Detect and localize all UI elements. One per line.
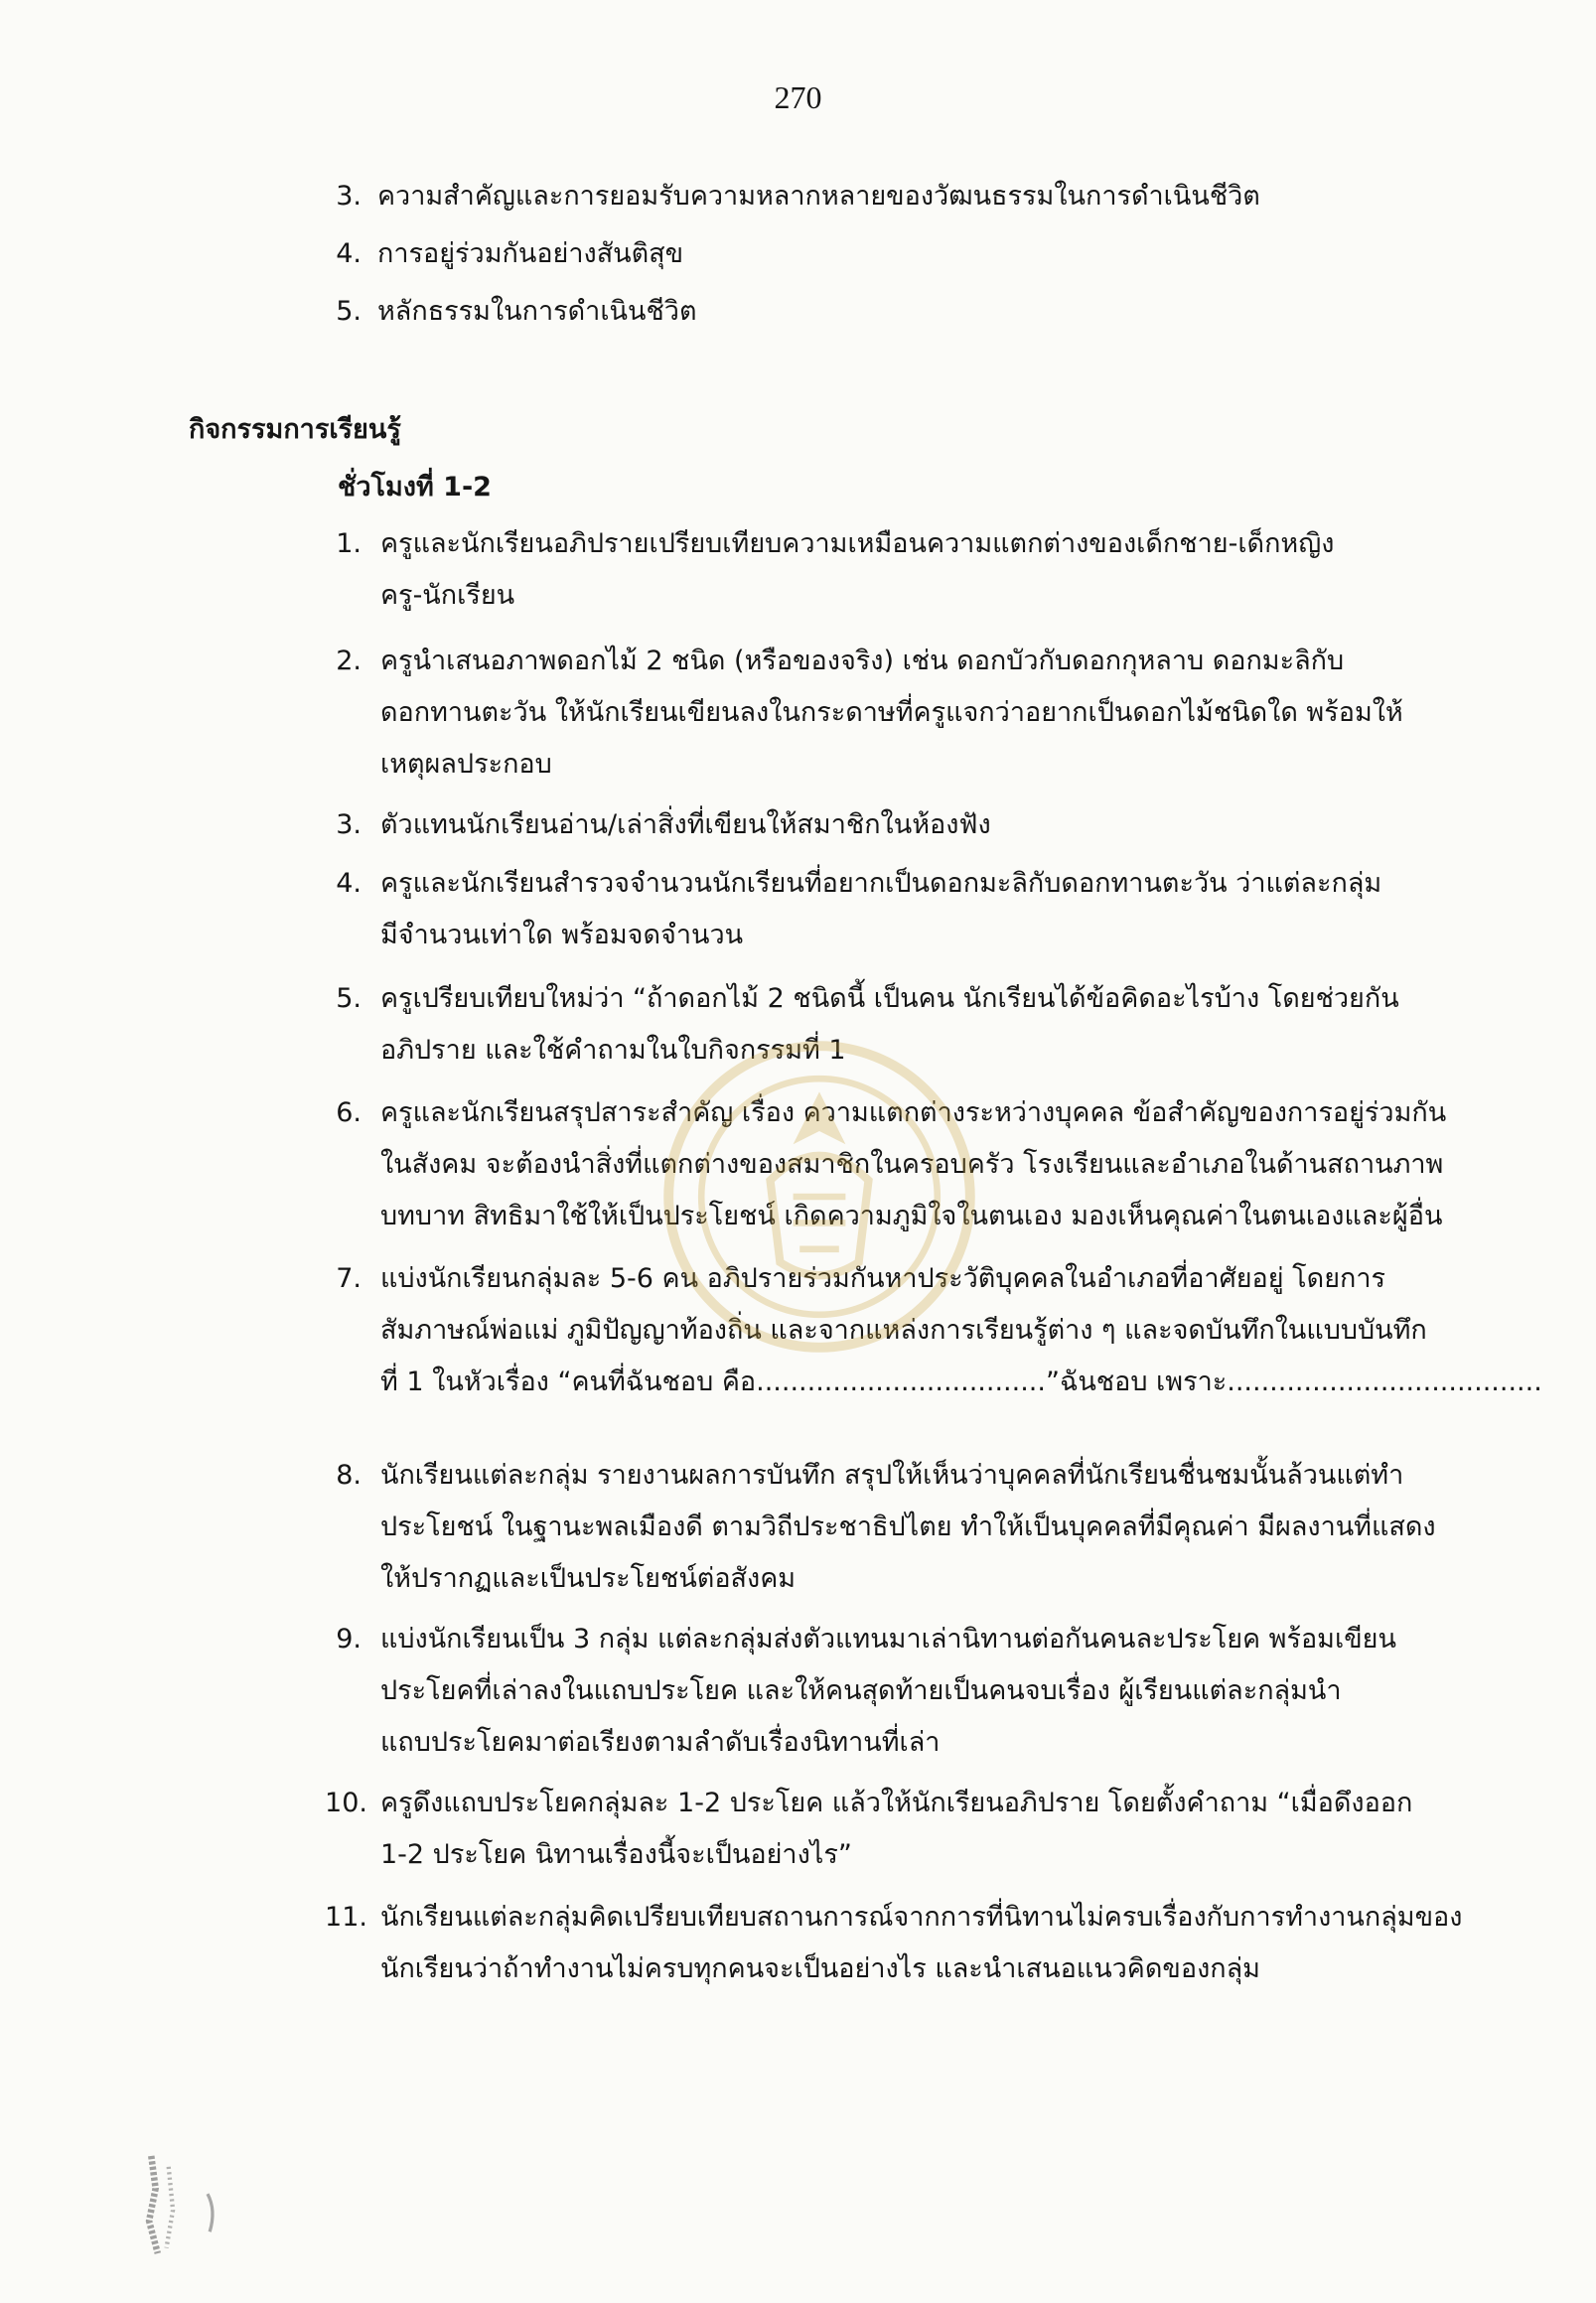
activity-number: 8. <box>336 1460 362 1491</box>
topic-number: 5. <box>336 296 362 327</box>
topic-text: ความสำคัญและการยอมรับความหลากหลายของวัฒนธรรมในการดำเนินชีวิต <box>377 181 1260 212</box>
activity-number: 2. <box>336 646 362 676</box>
activity-text-line: แถบประโยคมาต่อเรียงตามลำดับเรื่องนิทานที่เล่า <box>380 1727 941 1758</box>
activity-number: 7. <box>336 1263 362 1294</box>
activity-text-line: สัมภาษณ์พ่อแม่ ภูมิปัญญาท้องถิ่น และจากแหล่งการเรียนรู้ต่าง ๆ และจดบันทึกในแบบบันทึก <box>380 1315 1427 1346</box>
topic-number: 4. <box>336 238 362 269</box>
activity-text-line: เหตุผลประกอบ <box>380 749 552 780</box>
activity-number: 3. <box>336 809 362 840</box>
activity-text-line: ครู-นักเรียน <box>380 580 515 611</box>
activity-text-line: ที่ 1 ในหัวเรื่อง “คนที่ฉันชอบ คือ..................................”ฉันชอบ เพราะ..................................... <box>380 1367 1542 1397</box>
activity-text-line: บทบาท สิทธิมาใช้ให้เป็นประโยชน์ เกิดความภูมิใจในตนเอง มองเห็นคุณค่าในตนเองและผู้อื่น <box>380 1201 1443 1231</box>
activity-text-line: ให้ปรากฏและเป็นประโยชน์ต่อสังคม <box>380 1563 797 1594</box>
activity-text-line: มีจำนวนเท่าใด พร้อมจดจำนวน <box>380 920 744 950</box>
activity-number: 11. <box>325 1902 367 1933</box>
activity-number: 4. <box>336 868 362 899</box>
scan-artifact-icon <box>129 2145 238 2264</box>
activity-text-line: ครูและนักเรียนสรุปสาระสำคัญ เรื่อง ความแตกต่างระหว่างบุคคล ข้อสำคัญของการอยู่ร่วมกัน <box>380 1097 1447 1128</box>
activity-text-line: นักเรียนว่าถ้าทำงานไม่ครบทุกคนจะเป็นอย่างไร และนำเสนอแนวคิดของกลุ่ม <box>380 1953 1260 1984</box>
activity-number: 9. <box>336 1624 362 1655</box>
activity-number: 6. <box>336 1097 362 1128</box>
activity-text-line: อภิปราย และใช้คำถามในใบกิจกรรมที่ 1 <box>380 1035 846 1066</box>
activity-text-line: แบ่งนักเรียนกลุ่มละ 5-6 คน อภิปรายร่วมกันหาประวัติบุคคลในอำเภอที่อาศัยอยู่ โดยการ <box>380 1263 1386 1294</box>
activity-text-line: 1-2 ประโยค นิทานเรื่องนี้จะเป็นอย่างไร” <box>380 1839 852 1870</box>
activity-text-line: ครูดึงแถบประโยคกลุ่มละ 1-2 ประโยค แล้วให้นักเรียนอภิปราย โดยตั้งคำถาม “เมื่อดึงออก <box>380 1788 1413 1818</box>
activity-number: 1. <box>336 528 362 559</box>
activity-text-line: ประโยชน์ ในฐานะพลเมืองดี ตามวิถีประชาธิปไตย ทำให้เป็นบุคคลที่มีคุณค่า มีผลงานที่แสดง <box>380 1511 1436 1542</box>
section-title: กิจกรรมการเรียนรู้ <box>189 414 401 445</box>
topic-text: หลักธรรมในการดำเนินชีวิต <box>377 296 697 327</box>
activity-text-line: นักเรียนแต่ละกลุ่ม รายงานผลการบันทึก สรุปให้เห็นว่าบุคคลที่นักเรียนชื่นชมนั้นล้วนแต่ทำ <box>380 1460 1404 1491</box>
activity-text-line: ประโยคที่เล่าลงในแถบประโยค และให้คนสุดท้ายเป็นคนจบเรื่อง ผู้เรียนแต่ละกลุ่มนำ <box>380 1675 1342 1706</box>
activity-text-line: ตัวแทนนักเรียนอ่าน/เล่าสิ่งที่เขียนให้สมาชิกในห้องฟัง <box>380 809 991 840</box>
activity-text-line: ในสังคม จะต้องนำสิ่งที่แตกต่างของสมาชิกในครอบครัว โรงเรียนและอำเภอในด้านสถานภาพ <box>380 1149 1444 1180</box>
activity-text-line: นักเรียนแต่ละกลุ่มคิดเปรียบเทียบสถานการณ์จากการที่นิทานไม่ครบเรื่องกับการทำงานกลุ่มของ <box>380 1902 1463 1933</box>
activity-text-line: ครูและนักเรียนสำรวจจำนวนนักเรียนที่อยากเป็นดอกมะลิกับดอกทานตะวัน ว่าแต่ละกลุ่ม <box>380 868 1382 899</box>
activity-text-line: ดอกทานตะวัน ให้นักเรียนเขียนลงในกระดาษที่ครูแจกว่าอยากเป็นดอกไม้ชนิดใด พร้อมให้ <box>380 697 1403 728</box>
activity-text-line: ครูเปรียบเทียบใหม่ว่า “ถ้าดอกไม้ 2 ชนิดนี้ เป็นคน นักเรียนได้ข้อคิดอะไรบ้าง โดยช่วยกัน <box>380 983 1399 1014</box>
activity-text-line: ครูและนักเรียนอภิปรายเปรียบเทียบความเหมือนความแตกต่างของเด็กชาย-เด็กหญิง <box>380 528 1335 559</box>
topic-number: 3. <box>336 181 362 212</box>
activity-number: 5. <box>336 983 362 1014</box>
seal-watermark-icon <box>655 1033 983 1361</box>
activity-text-line: ครูนำเสนอภาพดอกไม้ 2 ชนิด (หรือของจริง) เช่น ดอกบัวกับดอกกุหลาบ ดอกมะลิกับ <box>380 646 1345 676</box>
page-number: 270 <box>774 79 822 115</box>
topic-text: การอยู่ร่วมกันอย่างสันติสุข <box>377 238 684 269</box>
activity-number: 10. <box>325 1788 367 1818</box>
activity-text-line: แบ่งนักเรียนเป็น 3 กลุ่ม แต่ละกลุ่มส่งตัวแทนมาเล่านิทานต่อกันคนละประโยค พร้อมเขียน <box>380 1624 1396 1655</box>
subsection-title: ชั่วโมงที่ 1-2 <box>338 472 492 503</box>
